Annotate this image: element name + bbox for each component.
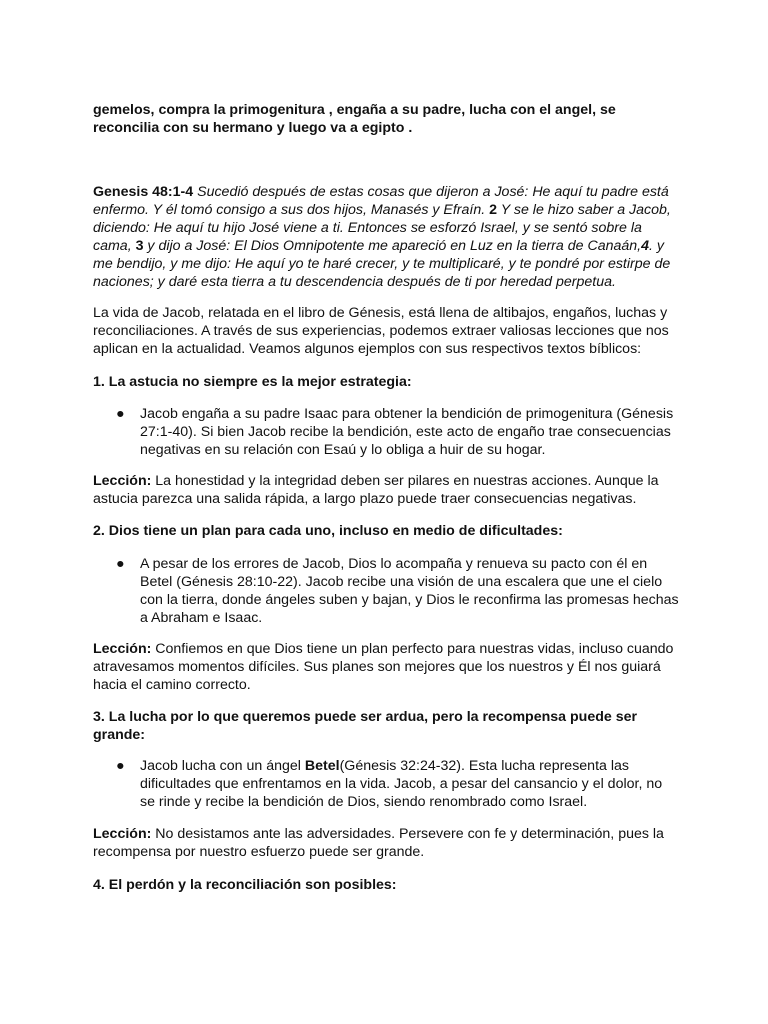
betel-term: Betel (304, 758, 340, 774)
section-2-bullet: A pesar de los errores de Jacob, Dios lo acompaña y renueva su pacto con él en Betel (Génesis 28:10-22). Jacob recibe una visión de una escalera que une el cielo con la tierra, donde ángeles suben y bajan, y Dios le reconfirma las promesas hechas a Abraham e Isaac. (140, 556, 679, 626)
bullet-text: Jacob lucha con un ángel (140, 758, 305, 774)
verse-text-4: . y me bendijo, y me dijo: He aquí yo te haré crecer, y te multiplicaré, y te pondré por estirpe de naciones; y daré esta tierra a tu descendencia después de ti por heredad perpetua. (93, 238, 671, 290)
lesson-label: Lección: (93, 826, 152, 842)
section-2-lesson (93, 640, 683, 694)
lesson-label: Lección: (93, 473, 152, 489)
section-1-lesson (93, 472, 683, 508)
section-4-heading: 4. El perdón y la reconciliación son posibles: (93, 877, 397, 893)
verse-number-4: 4 (641, 238, 649, 254)
intro-summary: gemelos, compra la primogenitura , engaña a su padre, lucha con el angel, se reconcilia con su hermano y luego va a egipto . (93, 102, 616, 136)
verse-text-1: Sucedió después de estas cosas que dijeron a José: He aquí tu padre está enfermo. Y él tomó consigo a sus dos hijos, Manasés y Efraín. (93, 184, 669, 218)
section-1-bullet: Jacob engaña a su padre Isaac para obtener la bendición de primogenitura (Génesis 27:1-40). Si bien Jacob recibe la bendición, este acto de engaño trae consecuencias negativas en su relación con Esaú y lo obliga a huir de su hogar. (140, 406, 674, 458)
bullet-marker: ● (116, 406, 125, 422)
section-1-heading: 1. La astucia no siempre es la mejor estrategia: (93, 374, 412, 390)
verse-text-3: y dijo a José: El Dios Omnipotente me apareció en Luz en la tierra de Canaán, (143, 238, 642, 254)
verse-number-3: 3 (135, 238, 144, 254)
section-3-lesson (93, 825, 683, 861)
lesson-text: No desistamos ante las adversidades. Persevere con fe y determinación, pues la recompensa por nuestro esfuerzo puede ser grande. (93, 826, 664, 860)
bullet-marker: ● (116, 556, 125, 572)
lesson-text: Confiemos en que Dios tiene un plan perfecto para nuestras vidas, incluso cuando atravesamos momentos difíciles. Sus planes son mejores que los nuestros y Él nos guiará hacia el camino correcto. (93, 641, 674, 693)
section-2-heading: 2. Dios tiene un plan para cada uno, incluso en medio de dificultades: (93, 523, 563, 539)
verse-number-2: 2 (489, 202, 498, 218)
genesis-verse (93, 183, 683, 291)
section-3-heading: 3. La lucha por lo que queremos puede ser ardua, pero la recompensa puede ser grande: (93, 709, 638, 743)
intro-paragraph: La vida de Jacob, relatada en el libro de Génesis, está llena de altibajos, engaños, luchas y reconciliaciones. A través de sus experiencias, podemos extraer valiosas lecciones que nos aplican en la actualidad. Veamos algunos ejemplos con sus respectivos textos bíblicos: (93, 305, 669, 357)
section-3-bullet (140, 757, 680, 811)
lesson-label: Lección: (93, 641, 152, 657)
verse-reference: Genesis 48:1-4 (93, 184, 194, 200)
verse-text-2: Y se le hizo saber a Jacob, diciendo: He aquí tu hijo José viene a ti. Entonces se esforzó Israel, y se sentó sobre la cama, (93, 202, 671, 254)
lesson-text: La honestidad y la integridad deben ser pilares en nuestras acciones. Aunque la astucia parezca una salida rápida, a largo plazo puede traer consecuencias negativas. (93, 473, 659, 507)
bullet-text: (Génesis 32:24-32). Esta lucha representa las dificultades que enfrentamos en la vida. Jacob, a pesar del cansancio y el dolor, no se rinde y recibe la bendición de Dios, siendo renombrado como Israel. (140, 758, 663, 810)
bullet-marker: ● (116, 758, 125, 774)
